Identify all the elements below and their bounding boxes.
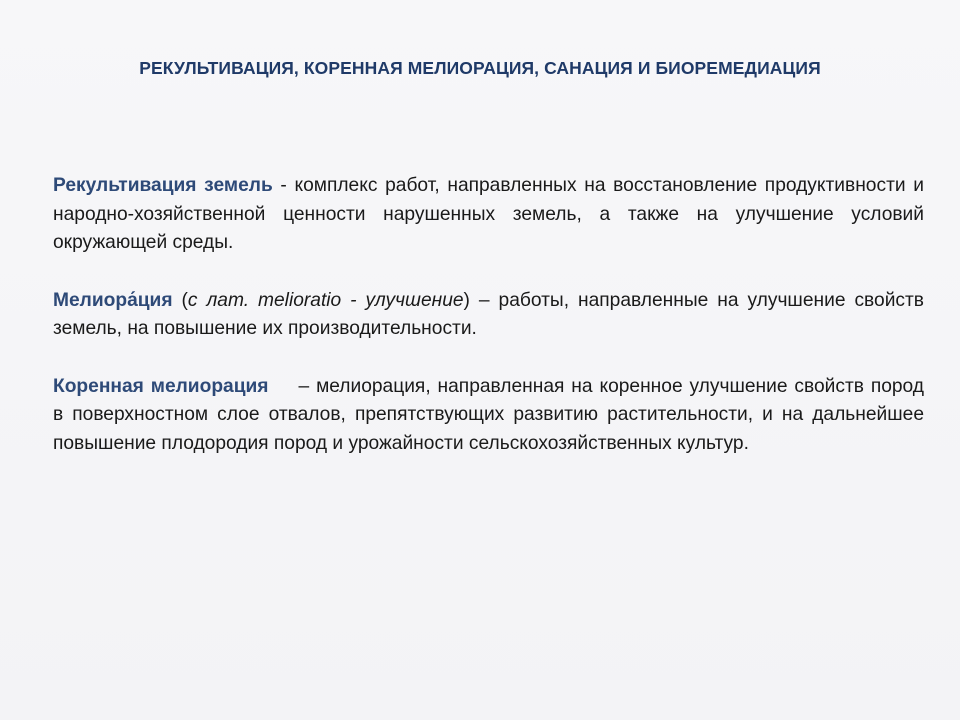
term-root-melioration: Коренная мелиорация — [53, 375, 269, 397]
definition-root-melioration-text: – мелиорация, направленная на коренное улучшение свойств пород в поверхностном слое отвалов, препятствующих развитию растительности, и на дальнейшее повышение плодородия пород и урожайности сельскохозяйственных культур. — [53, 375, 925, 454]
definition-melioration-open-paren: ( — [172, 289, 188, 311]
slide-title: РЕКУЛЬТИВАЦИЯ, КОРЕННАЯ МЕЛИОРАЦИЯ, САНАЦИЯ И БИОРЕМЕДИАЦИЯ — [139, 58, 821, 78]
term-recultivation: Рекультивация земель — [53, 175, 273, 196]
definition-melioration-text: ) – работы, направленные на улучшение свойств земель, на повышение их производительности. — [53, 289, 924, 339]
definition-recultivation-text: - комплекс работ, направленных на восстановление продуктивности и народно-хозяйственной ценности нарушенных земель, а также на улучшение условий окружающей среды. — [53, 175, 924, 253]
definition-melioration — [53, 287, 924, 344]
definition-recultivation — [53, 172, 924, 258]
definition-melioration-latin: с лат. melioratio - улучшение — [187, 289, 464, 311]
definitions-body — [53, 172, 924, 487]
term-melioration: Мелиора́ция — [53, 289, 173, 311]
definition-root-melioration — [53, 373, 924, 459]
